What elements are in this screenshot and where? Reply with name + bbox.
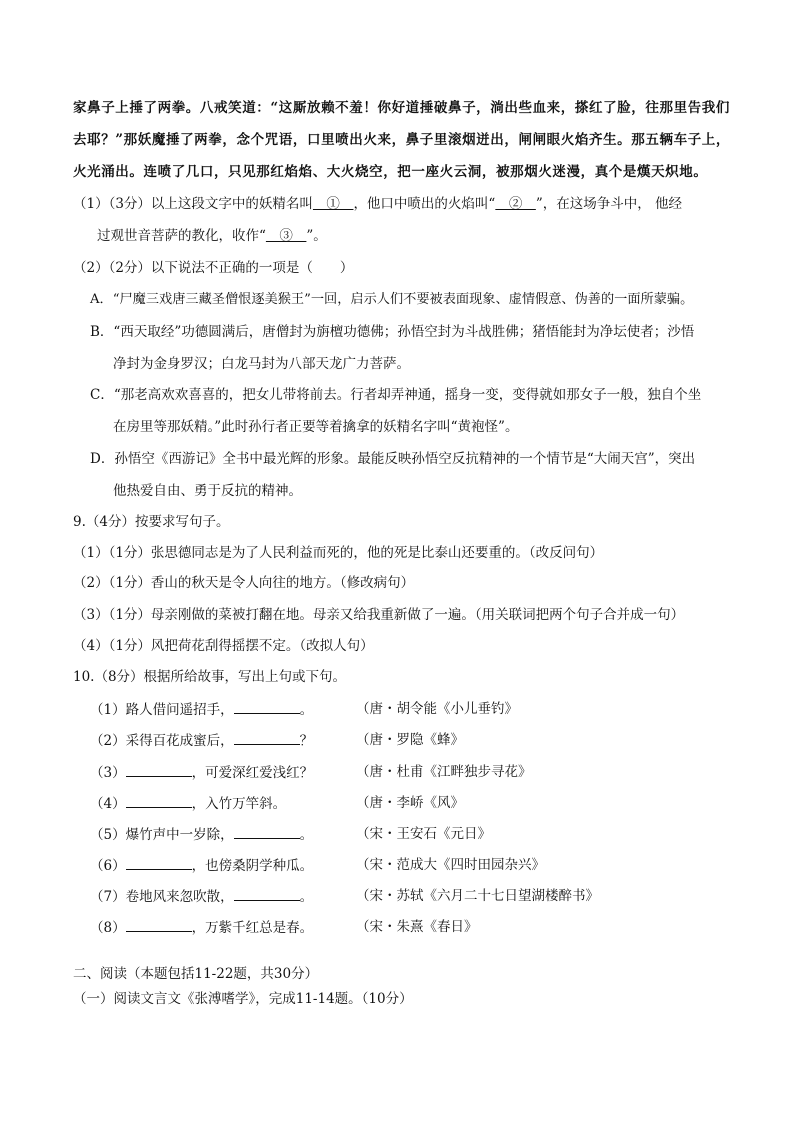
q10-item-after: ，也傍桑阴学种瓜。 [191, 858, 314, 874]
q10-title: 10.（8分）根据所给故事，写出上句或下句。 [73, 669, 347, 685]
passage-line-1: 家鼻子上捶了两拳。八戒笑道：“这厮放赖不羞！你好道捶破鼻子，淌出些血来，搽红了脸，往那里告我们 [73, 100, 730, 116]
q10-item-before: 采得百花成蜜后， [125, 733, 234, 749]
option-a[interactable]: A．“尸魔三戏唐三藏圣僧恨逐美猴王”一回，启示人们不要被表面现象、虚情假意、伪善的一面所蒙骗。 [90, 292, 694, 307]
q10-item-num: （3） [90, 765, 126, 781]
q10-source-5: （宋・王安石《元日》 [356, 826, 491, 842]
q10-item-before: 卷地风来忽吹散， [125, 889, 234, 905]
answer-blank[interactable] [126, 855, 192, 870]
q10-item-after: ，可爱深红爱浅红？ [191, 765, 314, 781]
q10-item-8 [90, 917, 313, 938]
q10-item-7 [90, 886, 313, 907]
q10-item-num: （6） [90, 858, 126, 874]
answer-blank[interactable] [126, 917, 192, 932]
q10-item-1 [90, 699, 313, 720]
q10-item-after: ，入竹万竿斜。 [191, 796, 287, 812]
answer-blank[interactable] [234, 824, 300, 839]
q10-item-num: （5） [90, 827, 126, 843]
q10-item-after: 。 [299, 702, 314, 718]
passage-line-3: 火光涌出。连喷了几口，只见那红焰焰、大火烧空，把一座火云洞，被那烟火迷漫，真个是熯天炽地。 [73, 164, 708, 180]
answer-blank[interactable] [234, 730, 300, 745]
answer-blank-1[interactable]: ① [312, 196, 354, 212]
option-c-line-1[interactable]: C．“那老高欢欢喜喜的，把女儿带将前去。行者却弄神通，摇身一变，变得就如那女子一般，独自个坐 [90, 387, 702, 403]
option-d-line-2: 他热爱自由、勇于反抗的精神。 [113, 483, 302, 499]
q10-item-after: 。 [299, 827, 314, 843]
q8-1-line2-pre: 过观世音菩萨的教化，收作“ [97, 228, 266, 244]
q8-1-line-2 [97, 226, 327, 246]
q8-1-line2-post: ”。 [306, 228, 327, 244]
answer-blank-2[interactable]: ② [495, 196, 536, 212]
q8-2-stem: （2）（2分）以下说法不正确的一项是（ ） [73, 260, 354, 276]
q9-item-4: （4）（1分）风把荷花刮得摇摆不定。（改拟人句） [73, 638, 374, 654]
q10-item-num: （4） [90, 796, 126, 812]
q8-1-pre: （1）（3分）以上这段文字中的妖精名叫 [73, 196, 313, 212]
q9-item-1: （1）（1分）张思德同志是为了人民利益而死的，他的死是比泰山还要重的。（改反问句） [73, 545, 604, 561]
q10-item-before: 路人借问遥招手， [125, 702, 234, 718]
q10-item-4 [90, 793, 286, 814]
q8-1-mid2: ”，在这场争斗中， 他经 [535, 196, 683, 212]
answer-blank-3[interactable]: ③ [265, 228, 307, 244]
q10-source-4: （唐・李峤《风》 [356, 795, 464, 811]
passage-line-2: 去耶？”那妖魔捶了两拳，念个咒语，口里喷出火来，鼻子里滚烟迸出，闸闸眼火焰齐生。那五辆车子上， [73, 132, 730, 148]
q8-1-line-1 [73, 194, 682, 214]
q10-item-after: ？ [299, 733, 314, 749]
q9-item-3: （3）（1分）母亲刚做的菜被打翻在地。母亲又给我重新做了一遍。（用关联词把两个句子合并成一句） [73, 607, 685, 623]
q10-item-after: ，万紫千红总是春。 [191, 920, 314, 936]
answer-blank[interactable] [126, 793, 192, 808]
q10-item-num: （1） [90, 702, 126, 718]
q10-source-6: （宋・范成大《四时田园杂兴》 [356, 857, 545, 873]
option-b-line-1[interactable]: B．“西天取经”功德圆满后，唐僧封为旃檀功德佛；孙悟空封为斗战胜佛；猪悟能封为净坛使者；沙悟 [90, 324, 695, 340]
q10-source-8: （宋・朱熹《春日》 [356, 919, 478, 935]
section-2-subtitle: （一）阅读文言文《张溥嗜学》，完成11-14题。（10分） [73, 991, 413, 1007]
q10-item-5 [90, 824, 313, 845]
q10-source-3: （唐・杜甫《江畔独步寻花》 [356, 764, 532, 780]
section-2-title: 二、阅读（本题包括11-22题，共30分） [73, 966, 319, 982]
q10-item-num: （7） [90, 889, 126, 905]
q10-source-2: （唐・罗隐《蜂》 [356, 732, 464, 748]
q10-item-6 [90, 855, 313, 876]
option-d-line-1[interactable]: D．孙悟空《西游记》全书中最光辉的形象。最能反映孙悟空反抗精神的一个情节是“大闹天宫”，突出 [90, 451, 696, 467]
answer-blank[interactable] [234, 699, 300, 714]
q10-item-2 [90, 730, 313, 751]
q10-item-num: （8） [90, 920, 126, 936]
q10-source-7: （宋・苏轼《六月二十七日望湖楼醉书》 [356, 888, 599, 904]
q10-item-num: （2） [90, 733, 126, 749]
q10-source-1: （唐・胡令能《小儿垂钓》 [356, 701, 518, 717]
q10-item-3 [90, 762, 313, 783]
answer-blank[interactable] [126, 762, 192, 777]
q10-item-after: 。 [299, 889, 314, 905]
option-b-line-2: 净封为金身罗汉；白龙马封为八部天龙广力菩萨。 [113, 356, 410, 372]
q9-item-2: （2）（1分）香山的秋天是令人向往的地方。（修改病句） [73, 575, 415, 591]
q8-1-mid1: ，他口中喷出的火焰叫“ [353, 196, 496, 212]
answer-blank[interactable] [234, 886, 300, 901]
q10-item-before: 爆竹声中一岁除， [125, 827, 234, 843]
option-c-line-2: 在房里等那妖精。”此时孙行者正要等着擒拿的妖精名字叫“黄袍怪”。 [113, 419, 519, 435]
q9-title: 9.（4分）按要求写句子。 [73, 514, 230, 530]
